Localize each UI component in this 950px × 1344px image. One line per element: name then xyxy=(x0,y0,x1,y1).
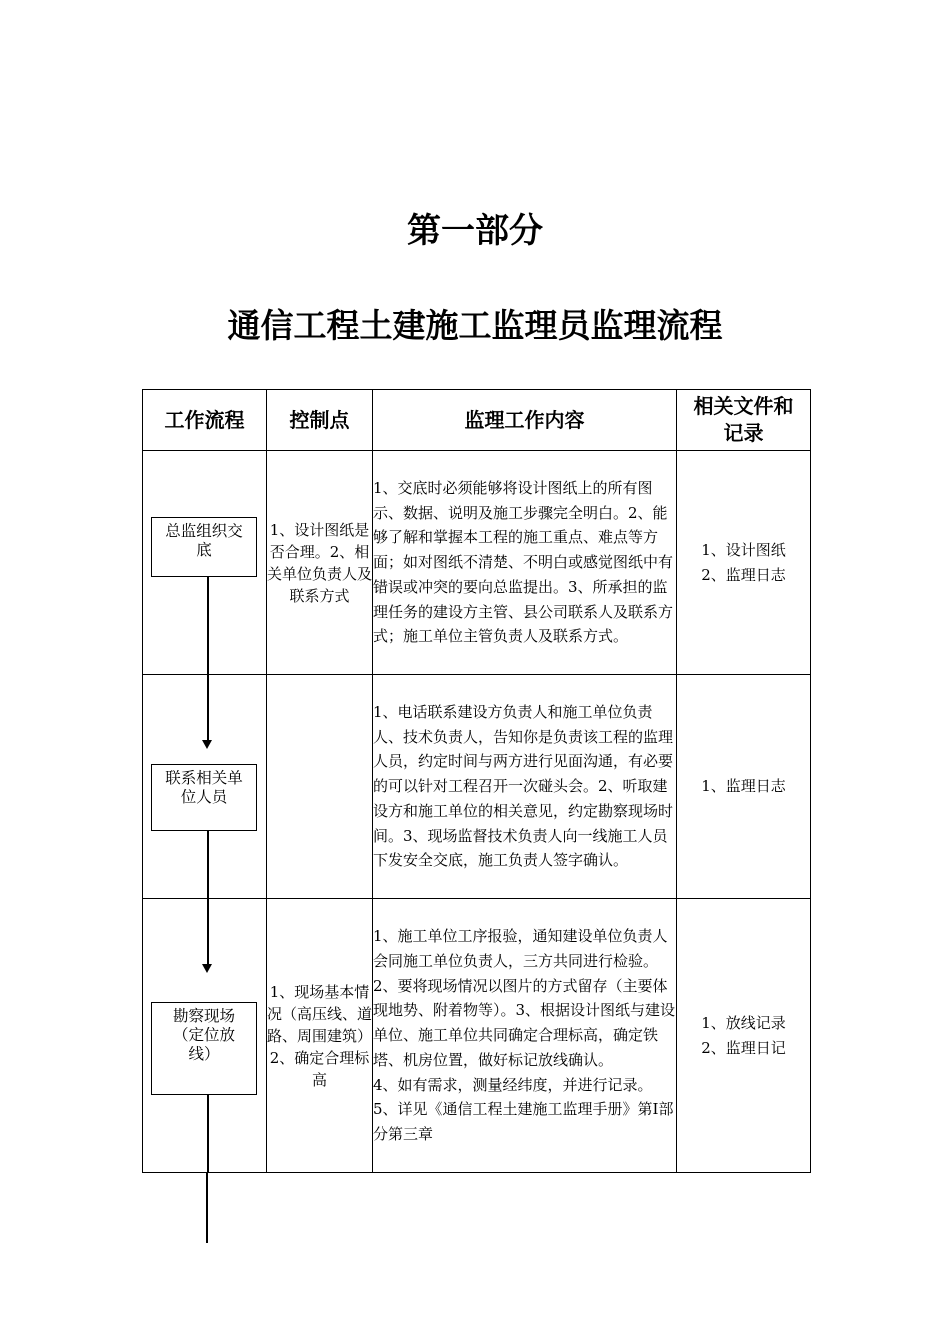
flow-step-label: 总监组织交底 xyxy=(165,522,243,559)
documents-cell xyxy=(677,451,811,675)
header-process: 工作流程 xyxy=(143,390,267,451)
process-cell xyxy=(143,675,267,899)
flow-connector-line xyxy=(207,831,209,899)
control-point-cell: 1、设计图纸是否合理。2、相关单位负责人及联系方式 xyxy=(267,451,373,675)
table-header-row xyxy=(143,390,811,451)
work-content-cell: 1、电话联系建设方负责人和施工单位负责人、技术负责人，告知你是负责该工程的监理人员，约定时间与两方进行见面沟通，有必要的可以针对工程召开一次碰头会。2、听取建设方和施工单位的相关意见，约定勘察现场时间。3、现场监督技术负责人向一线施工人员下发安全交底，施工负责人签字确认。 xyxy=(373,675,677,899)
work-content-extra: 4、如有需求，测量经纬度，并进行记录。5、详见《通信工程土建施工监理手册》第Ⅰ部分第三章 xyxy=(373,1075,674,1143)
control-point-cell xyxy=(267,675,373,899)
document-item: 1、设计图纸 xyxy=(701,540,786,559)
arrow-down-icon xyxy=(202,740,212,749)
flow-step-label: 勘察现场（定位放线） xyxy=(172,1007,235,1063)
arrow-down-icon xyxy=(202,964,212,973)
flow-step-box xyxy=(151,1002,257,1095)
flow-connector-line xyxy=(207,675,209,741)
header-documents: 相关文件和记录 xyxy=(677,390,811,451)
flow-connector-line xyxy=(207,1095,209,1173)
flow-continuation-line xyxy=(206,1173,208,1243)
table-row xyxy=(143,899,811,1173)
flow-connector-line xyxy=(207,577,209,675)
work-content-cell xyxy=(373,899,677,1173)
process-cell xyxy=(143,899,267,1173)
documents-cell xyxy=(677,899,811,1173)
header-control: 控制点 xyxy=(267,390,373,451)
flow-step-label: 联系相关单位人员 xyxy=(165,769,243,806)
supervision-flow-table xyxy=(142,389,811,1173)
control-point-cell: 1、现场基本情况（高压线、道路、周围建筑）2、确定合理标高 xyxy=(267,899,373,1173)
part-title: 第一部分 xyxy=(407,211,543,251)
work-content-cell: 1、交底时必须能够将设计图纸上的所有图示、数据、说明及施工步骤完全明白。2、能够了解和掌握本工程的施工重点、难点等方面；如对图纸不清楚、不明白或感觉图纸中有错误或冲突的要向总监提出。3、所承担的监理任务的建设方主管、县公司联系人及联系方式；施工单位主管负责人及联系方式。 xyxy=(373,451,677,675)
flow-connector-line xyxy=(207,899,209,965)
flow-step-box xyxy=(151,517,257,577)
process-cell xyxy=(143,451,267,675)
document-item: 2、监理日志 xyxy=(701,565,786,584)
document-title: 通信工程土建施工监理员监理流程 xyxy=(227,306,723,345)
document-item: 2、监理日记 xyxy=(701,1038,786,1057)
work-content-text: 1、施工单位工序报验，通知建设单位负责人会同施工单位负责人，三方共同进行检验。2、要将现场情况以图片的方式留存（主要体现地势、附着物等）。3、根据设计图纸与建设单位、施工单位共同确定合理标高，确定铁塔、机房位置，做好标记放线确认。 xyxy=(373,927,676,1069)
documents-cell xyxy=(677,675,811,899)
table-row xyxy=(143,675,811,899)
document-item: 1、监理日志 xyxy=(701,777,786,795)
document-item: 1、放线记录 xyxy=(701,1013,786,1032)
flow-step-box xyxy=(151,764,257,831)
table-row xyxy=(143,451,811,675)
header-content: 监理工作内容 xyxy=(373,390,677,451)
